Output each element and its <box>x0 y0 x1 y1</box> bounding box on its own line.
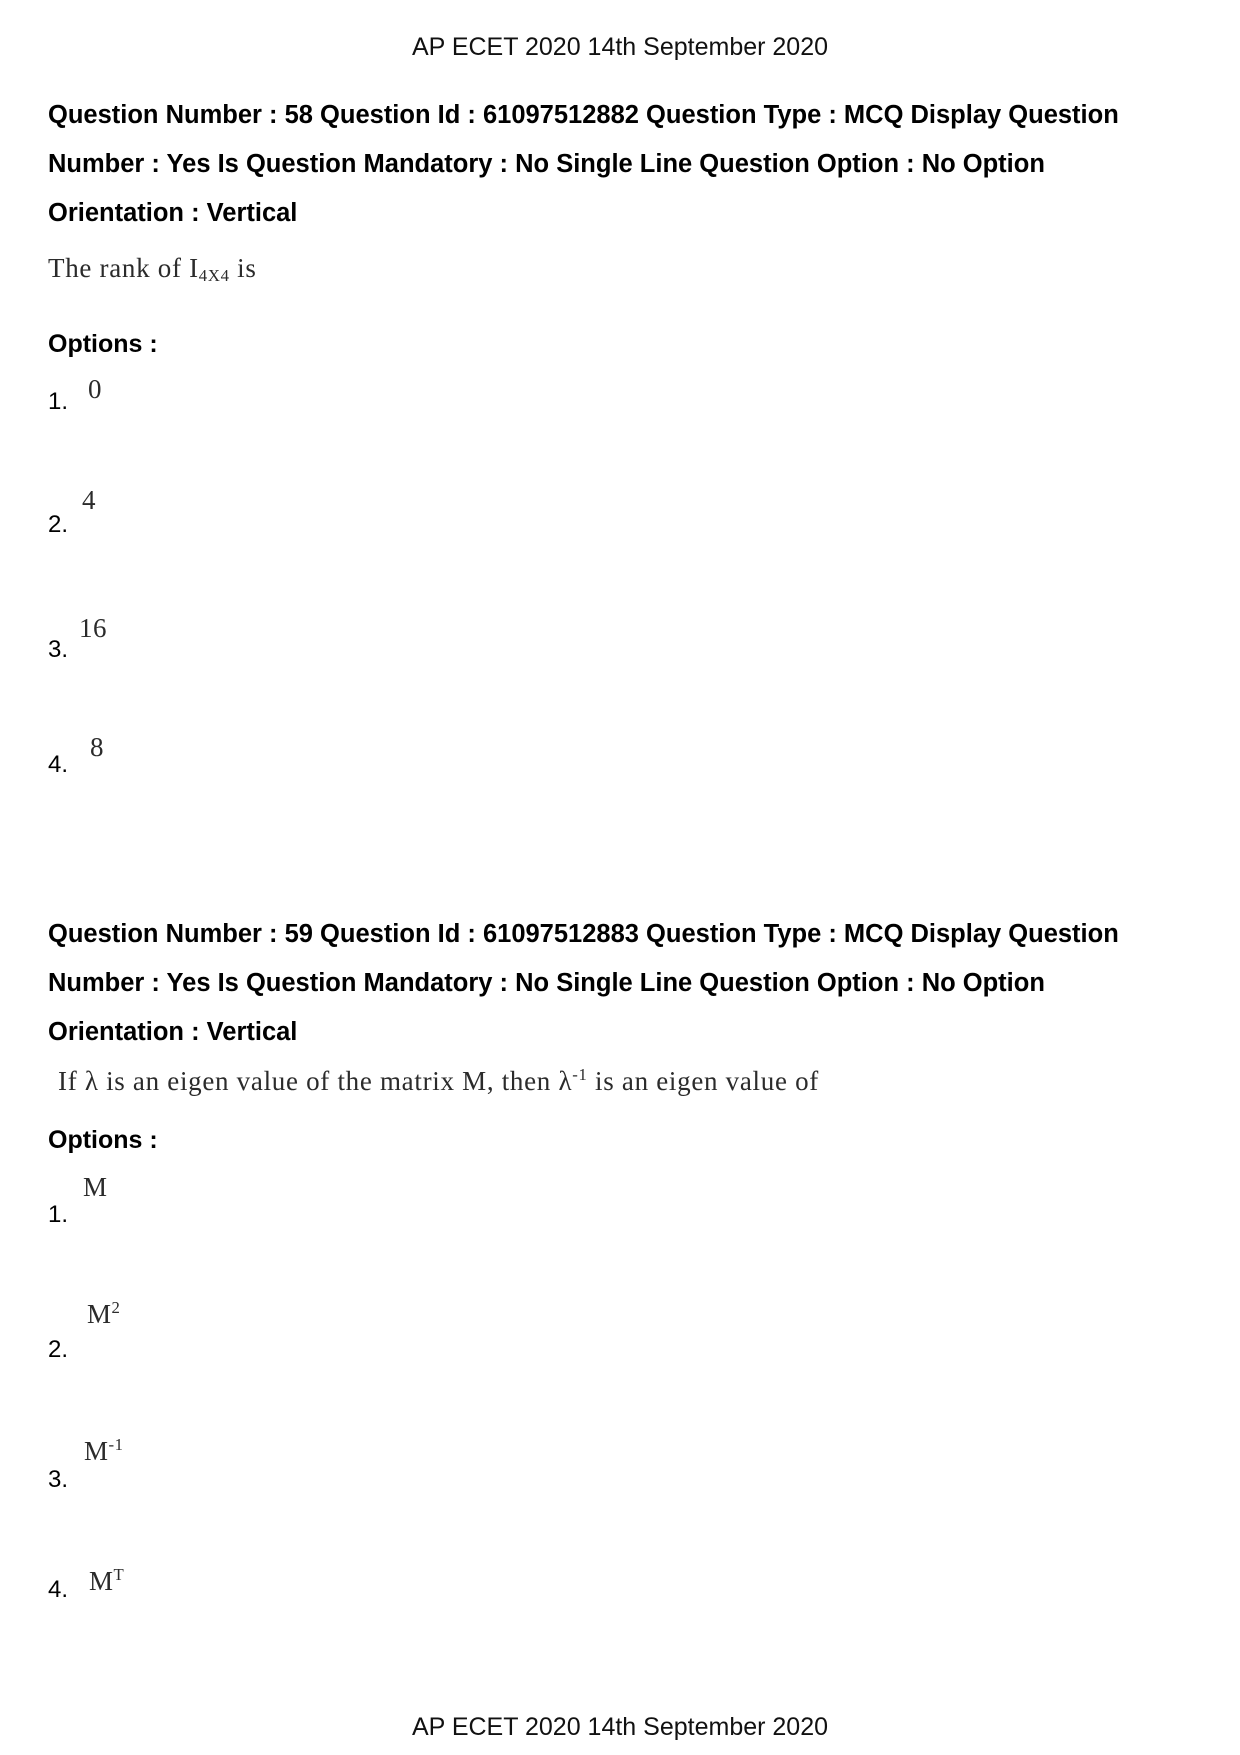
question-meta-line: Question Number : 59 Question Id : 61097512883 Question Type : MCQ Display Question <box>48 920 1119 948</box>
question-text-main: If λ is an eigen value of the matrix M, then λ <box>58 1066 573 1096</box>
question-meta-line: Orientation : Vertical <box>48 1018 298 1046</box>
options-label: Options : <box>48 1126 158 1154</box>
option-value: 4 <box>82 485 96 515</box>
option-value <box>89 1566 124 1600</box>
option-number: 1. <box>48 388 69 415</box>
option-number: 1. <box>48 1201 69 1228</box>
options-label: Options : <box>48 330 158 358</box>
question-text-tail: is <box>229 253 257 283</box>
question-text-subscript: 4X4 <box>198 265 230 285</box>
question-text-main: The rank of I <box>48 253 199 283</box>
option-number: 2. <box>48 511 69 538</box>
option-value-base: M <box>83 1172 108 1202</box>
question-text-tail: is an eigen value of <box>587 1066 819 1096</box>
question-meta-line: Orientation : Vertical <box>48 199 298 227</box>
option-value-superscript: T <box>113 1564 125 1584</box>
option-value <box>87 1299 120 1333</box>
option-value-superscript: 2 <box>111 1297 121 1317</box>
question-text-superscript: -1 <box>572 1064 588 1084</box>
question-meta <box>48 910 1119 1057</box>
option-number: 4. <box>48 1576 69 1603</box>
question-meta-line: Number : Yes Is Question Mandatory : No Single Line Question Option : No Option <box>48 150 1045 178</box>
question-text <box>48 252 257 288</box>
option-value-superscript: -1 <box>108 1434 124 1454</box>
page-header: AP ECET 2020 14th September 2020 <box>411 33 829 61</box>
option-value <box>83 1172 108 1202</box>
option-value-base: M <box>89 1566 114 1596</box>
option-number: 2. <box>48 1336 69 1363</box>
option-number: 3. <box>48 636 69 663</box>
question-meta-line: Question Number : 58 Question Id : 61097512882 Question Type : MCQ Display Question <box>48 101 1119 129</box>
question-text <box>58 1065 819 1101</box>
option-value-base: M <box>87 1299 112 1329</box>
option-number: 4. <box>48 751 69 778</box>
option-value: 16 <box>79 613 107 643</box>
option-value: 0 <box>88 374 102 404</box>
option-value: 8 <box>90 732 104 762</box>
question-meta <box>48 91 1119 238</box>
option-number: 3. <box>48 1466 69 1493</box>
page-footer: AP ECET 2020 14th September 2020 <box>411 1713 829 1741</box>
option-value <box>84 1436 123 1470</box>
question-meta-line: Number : Yes Is Question Mandatory : No Single Line Question Option : No Option <box>48 969 1045 997</box>
option-value-base: M <box>84 1436 109 1466</box>
